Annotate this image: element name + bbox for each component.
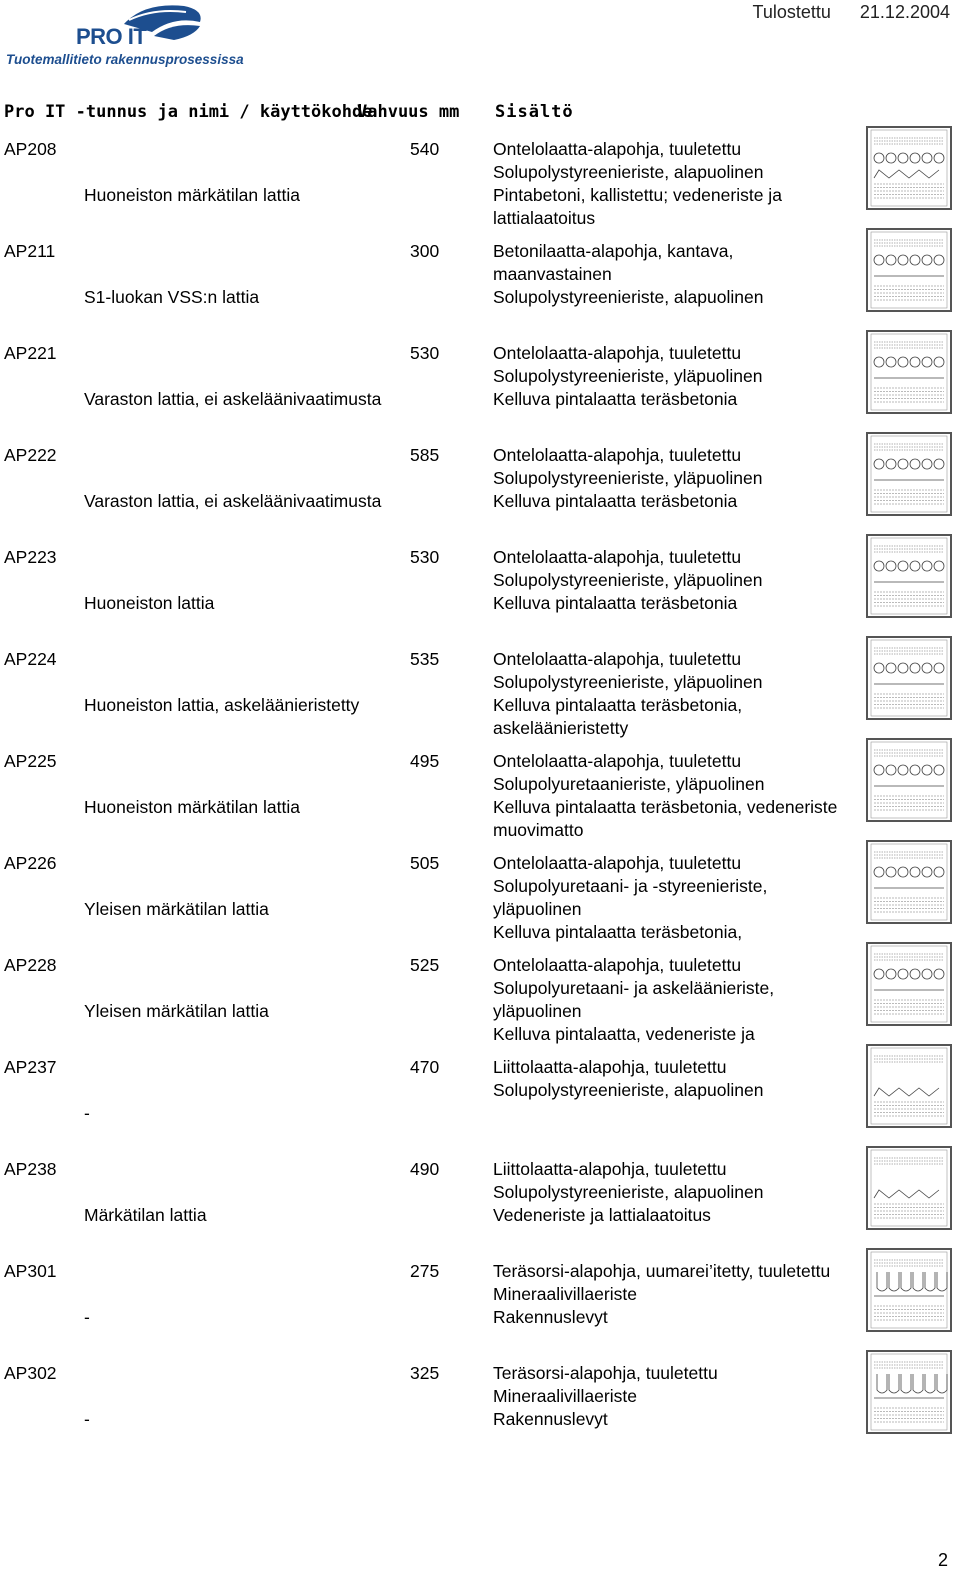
product-content	[493, 1260, 838, 1329]
content-line: Mineraalivillaeriste	[493, 1284, 637, 1304]
content-line: Ontelolaatta-alapohja, tuuletettu	[493, 649, 742, 669]
content-line: Ontelolaatta-alapohja, tuuletettu	[493, 139, 742, 159]
content-line: Teräsorsi-alapohja, tuuletettu	[493, 1363, 718, 1383]
product-code: AP237	[4, 1057, 57, 1077]
content-line: Teräsorsi-alapohja, uumarei’itetty, tuuletettu	[493, 1261, 831, 1281]
product-usage: Varaston lattia, ei askeläänivaatimusta	[84, 389, 382, 409]
product-thickness: 490	[410, 1159, 440, 1179]
product-thickness: 275	[410, 1261, 440, 1281]
content-line: Rakennuslevyt	[493, 1409, 608, 1429]
product-thickness: 530	[410, 547, 440, 567]
content-line: Solupolystyreenieriste, alapuolinen	[493, 162, 764, 182]
product-thickness: 540	[410, 139, 440, 159]
product-content	[493, 648, 838, 740]
product-usage: Märkätilan lattia	[84, 1205, 207, 1225]
product-usage: S1-luokan VSS:n lattia	[84, 287, 260, 307]
product-thickness: 505	[410, 853, 440, 873]
product-code: AP211	[4, 241, 56, 261]
product-code: AP226	[4, 853, 57, 873]
product-content	[493, 240, 838, 309]
content-line: Kelluva pintalaatta teräsbetonia	[493, 491, 738, 511]
column-header-id-name: Pro IT -tunnus ja nimi / käyttökohde	[4, 102, 373, 122]
product-content	[493, 546, 838, 615]
column-header-thickness: Vahvuus mm	[357, 102, 460, 122]
content-line: Solupolyuretaani- ja -styreenieriste, yläpuolinen	[493, 876, 768, 919]
cross-section-thumbnail[interactable]	[866, 432, 952, 516]
content-line: Ontelolaatta-alapohja, tuuletettu	[493, 445, 742, 465]
product-usage: Huoneiston märkätilan lattia	[84, 185, 300, 205]
product-thickness: 535	[410, 649, 440, 669]
cross-section-thumbnail[interactable]	[866, 1248, 952, 1332]
product-content	[493, 750, 838, 842]
content-line: Solupolyuretaanieriste, yläpuolinen	[493, 774, 765, 794]
product-code: AP225	[4, 751, 57, 771]
printed-label: Tulostettu	[752, 2, 831, 22]
cross-section-thumbnail[interactable]	[866, 330, 952, 414]
product-content	[493, 954, 838, 1046]
content-line: Kelluva pintalaatta teräsbetonia	[493, 389, 738, 409]
content-line: Ontelolaatta-alapohja, tuuletettu	[493, 343, 742, 363]
cross-section-thumbnail[interactable]	[866, 1044, 952, 1128]
cross-section-thumbnail[interactable]	[866, 534, 952, 618]
pro-it-logo	[4, 2, 284, 70]
product-content	[493, 852, 838, 944]
product-thickness: 495	[410, 751, 440, 771]
cross-section-thumbnail[interactable]	[866, 636, 952, 720]
content-line: Solupolystyreenieriste, alapuolinen	[493, 1182, 764, 1202]
page-number: 2	[937, 1550, 948, 1570]
content-line: Ontelolaatta-alapohja, tuuletettu	[493, 853, 742, 873]
cross-section-thumbnail[interactable]	[866, 942, 952, 1026]
content-line: Kelluva pintalaatta teräsbetonia, vedeneriste muovimatto	[493, 797, 838, 840]
cross-section-thumbnail[interactable]	[866, 1350, 952, 1434]
printed-info	[753, 2, 950, 23]
content-line: Liittolaatta-alapohja, tuuletettu	[493, 1057, 727, 1077]
content-line: Solupolystyreenieriste, yläpuolinen	[493, 366, 763, 386]
product-code: AP228	[4, 955, 57, 975]
product-thickness: 530	[410, 343, 440, 363]
content-line: Kelluva pintalaatta teräsbetonia, askeläänieristetty	[493, 695, 743, 738]
product-content	[493, 1362, 838, 1431]
content-line: Ontelolaatta-alapohja, tuuletettu	[493, 955, 742, 975]
content-line: Mineraalivillaeriste	[493, 1386, 637, 1406]
content-line: Solupolystyreenieriste, yläpuolinen	[493, 468, 763, 488]
content-line: Solupolyuretaani- ja askeläänieriste, yläpuolinen	[493, 978, 775, 1021]
content-line: Pintabetoni, kallistettu; vedeneriste ja lattialaatoitus	[493, 185, 782, 228]
cross-section-thumbnail[interactable]	[866, 126, 952, 210]
product-content	[493, 444, 838, 513]
cross-section-thumbnail[interactable]	[866, 1146, 952, 1230]
product-thickness: 470	[410, 1057, 440, 1077]
product-thickness: 525	[410, 955, 440, 975]
product-thickness: 325	[410, 1363, 440, 1383]
content-line: Solupolystyreenieriste, alapuolinen	[493, 287, 764, 307]
product-usage: Huoneiston lattia	[84, 593, 215, 613]
product-usage: Huoneiston lattia, askeläänieristetty	[84, 695, 360, 715]
product-usage: Yleisen märkätilan lattia	[84, 899, 269, 919]
product-content	[493, 1056, 838, 1102]
product-code: AP221	[4, 343, 57, 363]
column-headers	[0, 102, 960, 124]
product-usage: Varaston lattia, ei askeläänivaatimusta	[84, 491, 382, 511]
content-line: Solupolystyreenieriste, yläpuolinen	[493, 672, 763, 692]
printed-date: 21.12.2004	[859, 2, 950, 22]
product-code: AP222	[4, 445, 57, 465]
product-content	[493, 1158, 838, 1227]
logo-text: PRO IT	[76, 24, 147, 49]
content-line: Solupolystyreenieriste, yläpuolinen	[493, 570, 763, 590]
content-line: Kelluva pintalaatta, vedeneriste ja	[493, 1024, 755, 1044]
column-header-content: Sisältö	[495, 102, 574, 122]
cross-section-thumbnail[interactable]	[866, 738, 952, 822]
product-code: AP223	[4, 547, 57, 567]
product-code: AP238	[4, 1159, 57, 1179]
content-line: Vedeneriste ja lattialaatoitus	[493, 1205, 711, 1225]
product-code: AP301	[4, 1261, 57, 1281]
product-code: AP208	[4, 139, 57, 159]
content-line: Kelluva pintalaatta teräsbetonia,	[493, 922, 743, 942]
content-line: Ontelolaatta-alapohja, tuuletettu	[493, 751, 742, 771]
product-usage: Yleisen märkätilan lattia	[84, 1001, 269, 1021]
product-thickness: 300	[410, 241, 440, 261]
cross-section-thumbnail[interactable]	[866, 840, 952, 924]
product-content	[493, 138, 838, 230]
product-code: AP302	[4, 1363, 57, 1383]
cross-section-thumbnail[interactable]	[866, 228, 952, 312]
product-usage: -	[84, 1307, 90, 1327]
product-thickness: 585	[410, 445, 440, 465]
product-usage: Huoneiston märkätilan lattia	[84, 797, 300, 817]
product-usage: -	[84, 1103, 90, 1123]
content-line: Betonilaatta-alapohja, kantava, maanvastainen	[493, 241, 734, 284]
content-line: Liittolaatta-alapohja, tuuletettu	[493, 1159, 727, 1179]
content-line: Kelluva pintalaatta teräsbetonia	[493, 593, 738, 613]
content-line: Solupolystyreenieriste, alapuolinen	[493, 1080, 764, 1100]
product-usage: -	[84, 1409, 90, 1429]
product-code: AP224	[4, 649, 57, 669]
logo-tagline: Tuotemallitieto rakennusprosessissa	[6, 52, 244, 67]
content-line: Rakennuslevyt	[493, 1307, 608, 1327]
content-line: Ontelolaatta-alapohja, tuuletettu	[493, 547, 742, 567]
product-content	[493, 342, 838, 411]
